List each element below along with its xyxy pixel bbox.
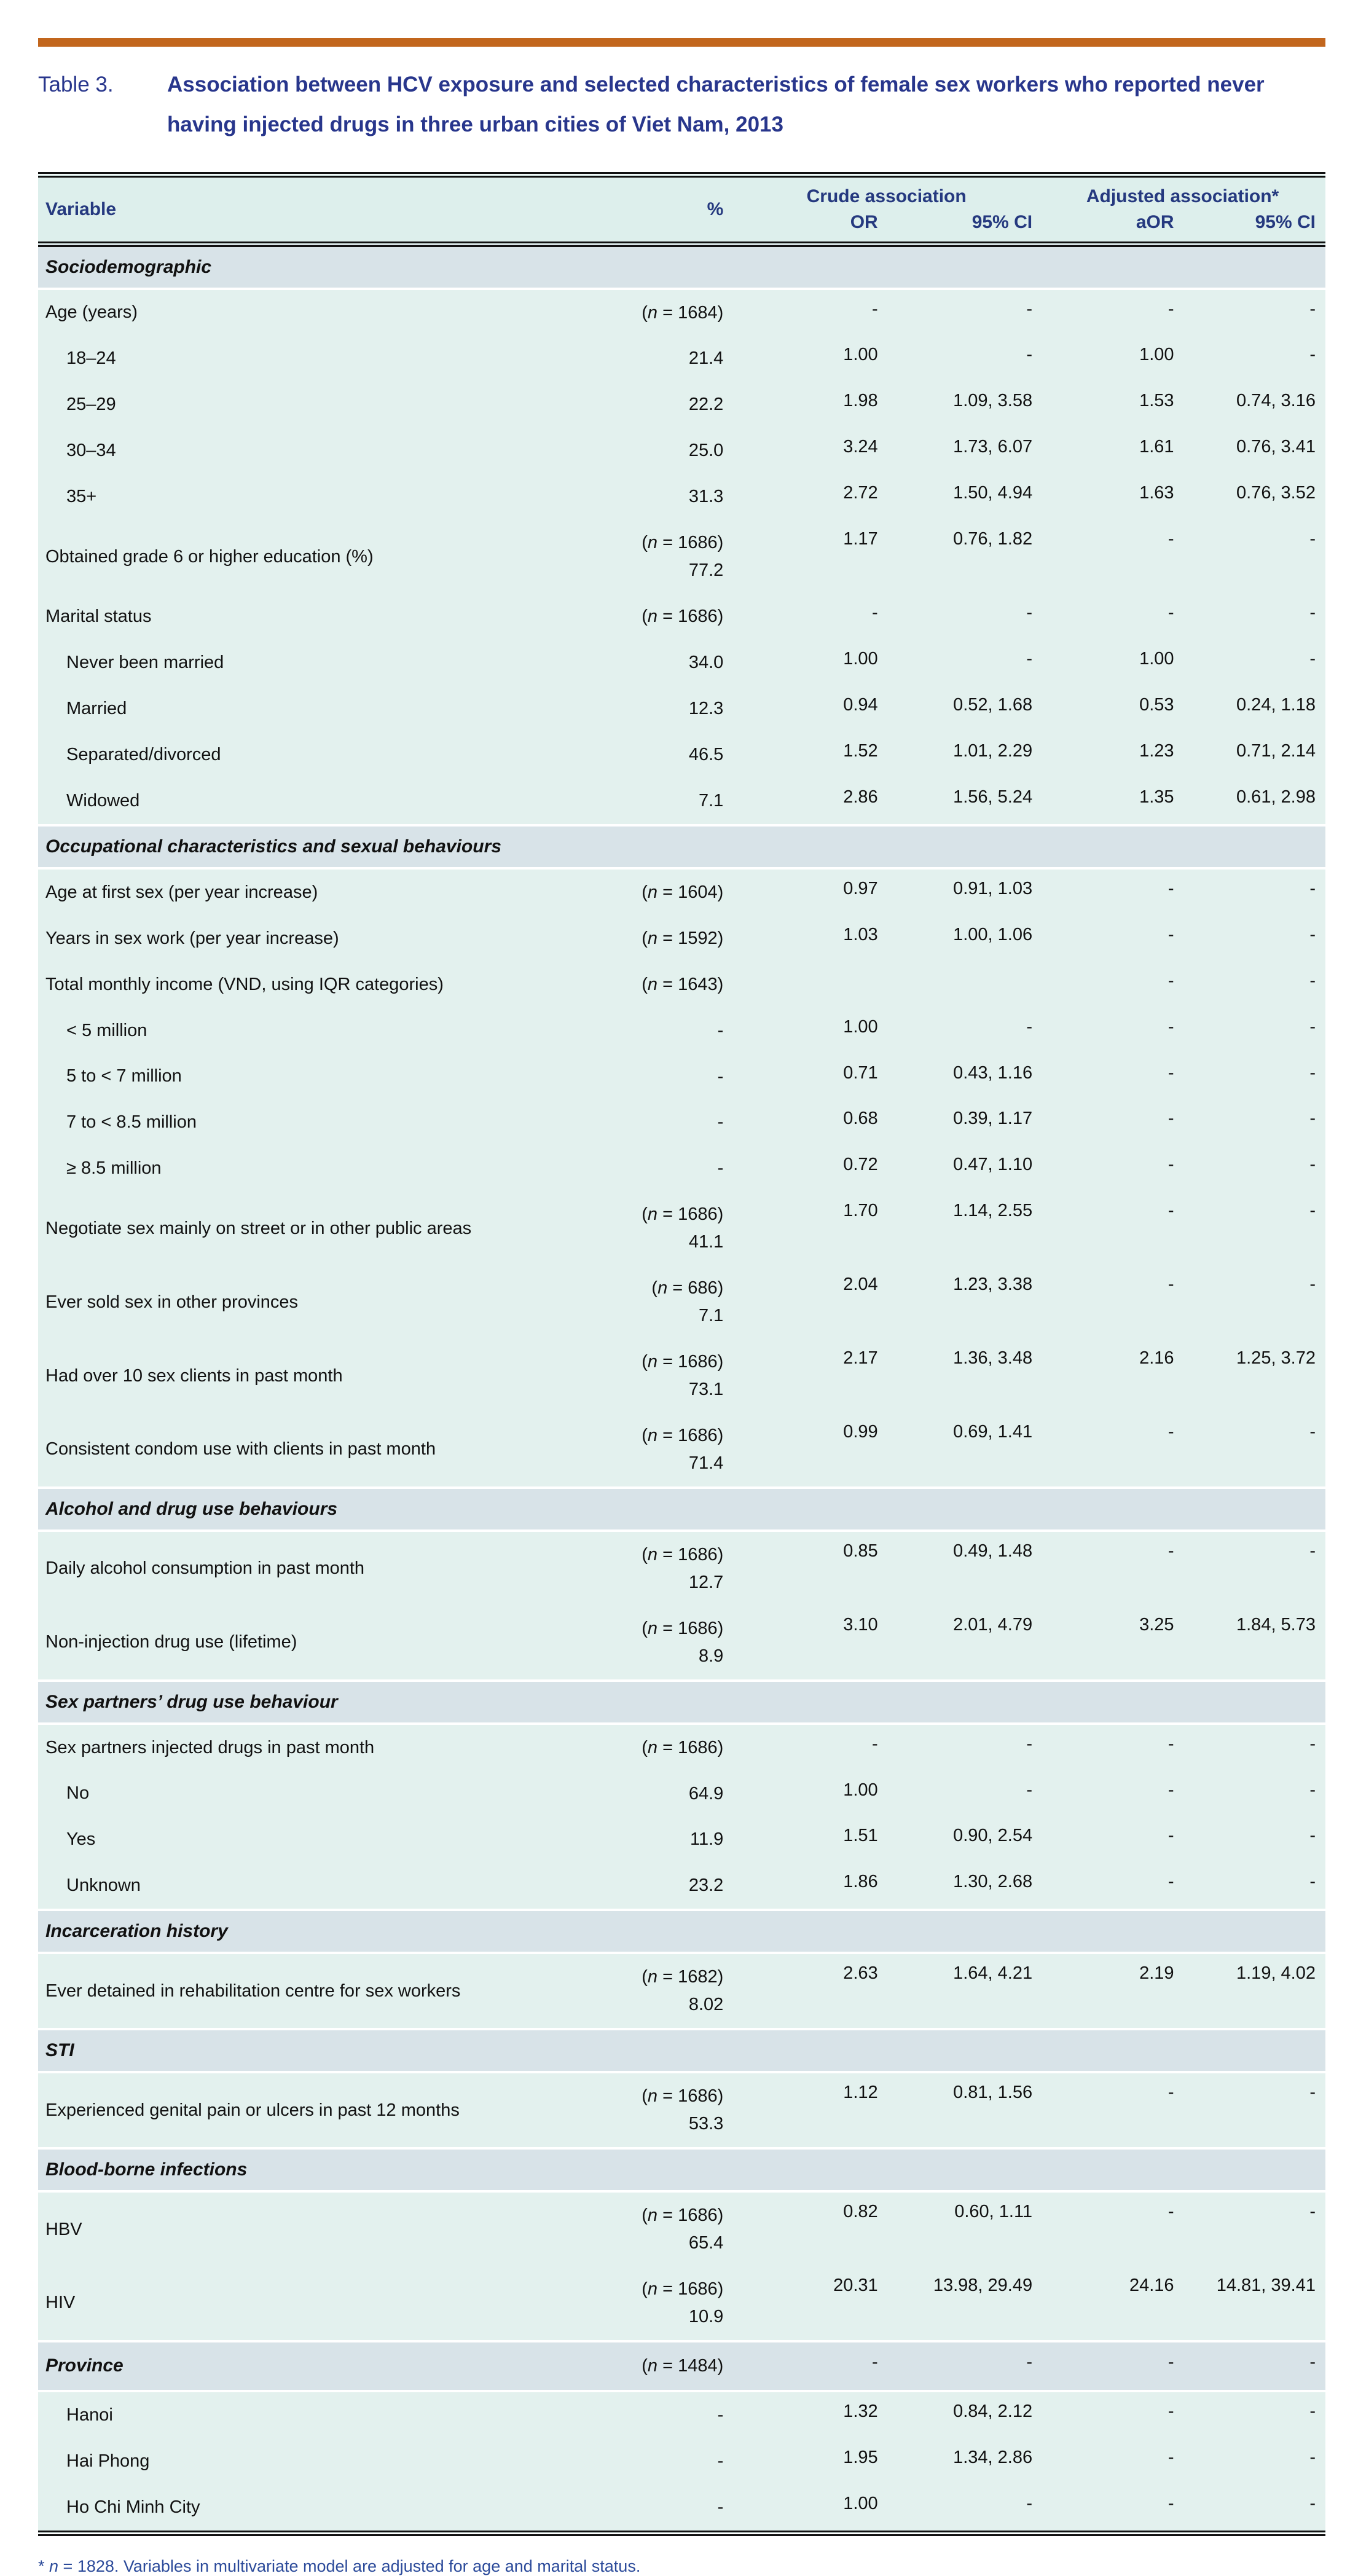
cell-or: 1.00: [733, 640, 887, 686]
cell-or: 1.00: [733, 1008, 887, 1054]
cell-ci: 0.90, 2.54: [888, 1816, 1042, 1863]
table-row: [38, 474, 1325, 520]
cell-aci: -: [1184, 1724, 1325, 1771]
cell-aci: -: [1184, 962, 1325, 1008]
cell-ci: 0.43, 1.16: [888, 1054, 1042, 1100]
table-row: [38, 1771, 1325, 1817]
cell-ci: 1.00, 1.06: [888, 916, 1042, 962]
cell-aor: 2.19: [1042, 1953, 1183, 2029]
cell-aor: 1.63: [1042, 474, 1183, 520]
cell-percent: (n = 1484): [527, 2341, 733, 2391]
cell-or: 2.63: [733, 1953, 887, 2029]
cell-percent: 25.0: [527, 428, 733, 474]
row-label: Obtained grade 6 or higher education (%): [38, 520, 527, 594]
table-row: [38, 686, 1325, 732]
column-group-adjusted: Adjusted association*: [1042, 175, 1325, 210]
section-row: [38, 244, 1325, 289]
cell-or: 0.72: [733, 1145, 887, 1192]
cell-or: 1.98: [733, 382, 887, 428]
cell-percent: 34.0: [527, 640, 733, 686]
cell-aor: -: [1042, 289, 1183, 336]
cell-aci: 14.81, 39.41: [1184, 2266, 1325, 2341]
cell-ci: 1.50, 4.94: [888, 474, 1042, 520]
cell-ci: 1.64, 4.21: [888, 1953, 1042, 2029]
table-row: [38, 1192, 1325, 1265]
row-label: HBV: [38, 2191, 527, 2266]
section-row: [38, 1488, 1325, 1531]
cell-ci: -: [888, 2341, 1042, 2391]
cell-or: 0.82: [733, 2191, 887, 2266]
cell-percent: (n = 1686) 77.2: [527, 520, 733, 594]
cell-ci: 1.23, 3.38: [888, 1265, 1042, 1339]
column-header-aor: aOR: [1042, 210, 1183, 245]
section-row: [38, 825, 1325, 868]
table-row: [38, 916, 1325, 962]
cell-aor: -: [1042, 1054, 1183, 1100]
cell-aci: -: [1184, 1863, 1325, 1910]
row-label: Total monthly income (VND, using IQR categories): [38, 962, 527, 1008]
cell-percent: 12.3: [527, 686, 733, 732]
row-label: 35+: [38, 474, 527, 520]
cell-aor: -: [1042, 2484, 1183, 2533]
cell-aor: -: [1042, 1413, 1183, 1488]
cell-percent: 23.2: [527, 1863, 733, 1910]
cell-or: 1.00: [733, 336, 887, 382]
cell-aor: 1.53: [1042, 382, 1183, 428]
cell-aci: -: [1184, 2072, 1325, 2148]
row-label: Experienced genital pain or ulcers in past 12 months: [38, 2072, 527, 2148]
row-label: Marital status: [38, 594, 527, 640]
cell-aor: -: [1042, 1192, 1183, 1265]
row-label: Married: [38, 686, 527, 732]
cell-or: 1.86: [733, 1863, 887, 1910]
section-row: [38, 2341, 1325, 2391]
row-label: ≥ 8.5 million: [38, 1145, 527, 1192]
cell-aor: 1.35: [1042, 778, 1183, 825]
cell-ci: 0.76, 1.82: [888, 520, 1042, 594]
table-footnote: [38, 2557, 1325, 2576]
table-row: [38, 1531, 1325, 1606]
cell-ci: -: [888, 1724, 1042, 1771]
cell-or: [733, 962, 887, 1008]
row-label: 30–34: [38, 428, 527, 474]
cell-aor: -: [1042, 1771, 1183, 1817]
table-row: [38, 732, 1325, 778]
cell-ci: 0.47, 1.10: [888, 1145, 1042, 1192]
row-label: Non-injection drug use (lifetime): [38, 1606, 527, 1681]
cell-aor: -: [1042, 1099, 1183, 1145]
table-row: [38, 1724, 1325, 1771]
row-label: Hanoi: [38, 2391, 527, 2438]
cell-or: 2.04: [733, 1265, 887, 1339]
column-header-percent: %: [527, 175, 733, 244]
cell-aci: -: [1184, 1008, 1325, 1054]
row-label: Sex partners’ drug use behaviour: [38, 1681, 1325, 1724]
cell-percent: (n = 1684): [527, 289, 733, 336]
cell-aci: -: [1184, 916, 1325, 962]
row-label: Age (years): [38, 289, 527, 336]
cell-aci: 0.76, 3.52: [1184, 474, 1325, 520]
cell-or: 1.51: [733, 1816, 887, 1863]
cell-or: 1.17: [733, 520, 887, 594]
cell-percent: -: [527, 2391, 733, 2438]
table-row: [38, 2438, 1325, 2484]
cell-or: 20.31: [733, 2266, 887, 2341]
cell-percent: 21.4: [527, 336, 733, 382]
column-header-variable: Variable: [38, 175, 527, 244]
cell-aci: -: [1184, 594, 1325, 640]
cell-ci: 0.39, 1.17: [888, 1099, 1042, 1145]
cell-aci: -: [1184, 1531, 1325, 1606]
table-row: [38, 1265, 1325, 1339]
cell-percent: 7.1: [527, 778, 733, 825]
cell-ci: -: [888, 289, 1042, 336]
cell-or: -: [733, 594, 887, 640]
cell-or: 1.12: [733, 2072, 887, 2148]
cell-aci: -: [1184, 1099, 1325, 1145]
row-label: Separated/divorced: [38, 732, 527, 778]
table-row: [38, 2484, 1325, 2533]
cell-percent: -: [527, 2438, 733, 2484]
footnote-n-symbol: n: [49, 2556, 59, 2575]
cell-ci: 1.09, 3.58: [888, 382, 1042, 428]
table-row: [38, 1099, 1325, 1145]
cell-percent: -: [527, 1145, 733, 1192]
cell-or: 0.85: [733, 1531, 887, 1606]
cell-aci: -: [1184, 520, 1325, 594]
cell-aor: -: [1042, 2341, 1183, 2391]
table-row: [38, 1339, 1325, 1413]
cell-or: 0.68: [733, 1099, 887, 1145]
table-row: [38, 1145, 1325, 1192]
cell-ci: 1.01, 2.29: [888, 732, 1042, 778]
cell-percent: -: [527, 2484, 733, 2533]
row-label: Hai Phong: [38, 2438, 527, 2484]
cell-percent: (n = 1592): [527, 916, 733, 962]
cell-ci: 0.81, 1.56: [888, 2072, 1042, 2148]
cell-aci: 0.61, 2.98: [1184, 778, 1325, 825]
row-label: Province: [38, 2341, 527, 2391]
cell-aci: -: [1184, 868, 1325, 916]
row-label: STI: [38, 2029, 1325, 2072]
cell-or: 1.32: [733, 2391, 887, 2438]
cell-ci: 0.69, 1.41: [888, 1413, 1042, 1488]
cell-aci: -: [1184, 1192, 1325, 1265]
cell-aor: -: [1042, 962, 1183, 1008]
row-label: Alcohol and drug use behaviours: [38, 1488, 1325, 1531]
cell-aci: -: [1184, 1816, 1325, 1863]
cell-or: 1.52: [733, 732, 887, 778]
cell-percent: (n = 686) 7.1: [527, 1265, 733, 1339]
cell-ci: -: [888, 336, 1042, 382]
cell-or: 3.24: [733, 428, 887, 474]
column-group-crude: Crude association: [733, 175, 1042, 210]
cell-or: 0.99: [733, 1413, 887, 1488]
cell-aor: 2.16: [1042, 1339, 1183, 1413]
cell-ci: 0.49, 1.48: [888, 1531, 1042, 1606]
cell-ci: 1.30, 2.68: [888, 1863, 1042, 1910]
table-row: [38, 2391, 1325, 2438]
cell-aci: 0.71, 2.14: [1184, 732, 1325, 778]
row-label: Had over 10 sex clients in past month: [38, 1339, 527, 1413]
cell-aci: 0.74, 3.16: [1184, 382, 1325, 428]
cell-ci: -: [888, 594, 1042, 640]
cell-ci: 1.73, 6.07: [888, 428, 1042, 474]
row-label: Sociodemographic: [38, 244, 1325, 289]
cell-ci: -: [888, 2484, 1042, 2533]
table-row: [38, 1816, 1325, 1863]
cell-ci: -: [888, 640, 1042, 686]
cell-aci: -: [1184, 2191, 1325, 2266]
cell-aci: -: [1184, 2438, 1325, 2484]
table-row: [38, 868, 1325, 916]
cell-ci: 1.56, 5.24: [888, 778, 1042, 825]
cell-or: 0.94: [733, 686, 887, 732]
column-header-aci: 95% CI: [1184, 210, 1325, 245]
cell-aor: -: [1042, 2391, 1183, 2438]
column-header-ci: 95% CI: [888, 210, 1042, 245]
cell-percent: 31.3: [527, 474, 733, 520]
cell-aci: -: [1184, 1054, 1325, 1100]
accent-rule: [38, 38, 1325, 47]
cell-aci: -: [1184, 1413, 1325, 1488]
cell-aci: -: [1184, 2391, 1325, 2438]
cell-aci: -: [1184, 1771, 1325, 1817]
cell-aci: -: [1184, 2341, 1325, 2391]
cell-ci: 2.01, 4.79: [888, 1606, 1042, 1681]
cell-aor: 1.23: [1042, 732, 1183, 778]
row-label: Yes: [38, 1816, 527, 1863]
row-label: 7 to < 8.5 million: [38, 1099, 527, 1145]
section-row: [38, 1681, 1325, 1724]
cell-or: 3.10: [733, 1606, 887, 1681]
cell-percent: (n = 1686) 41.1: [527, 1192, 733, 1265]
cell-aor: 1.00: [1042, 640, 1183, 686]
cell-percent: -: [527, 1054, 733, 1100]
cell-or: 0.97: [733, 868, 887, 916]
cell-aor: -: [1042, 2072, 1183, 2148]
cell-aor: 0.53: [1042, 686, 1183, 732]
table-title: [38, 65, 1325, 145]
cell-aor: -: [1042, 1816, 1183, 1863]
table-row: [38, 594, 1325, 640]
cell-ci: -: [888, 1008, 1042, 1054]
row-label: Occupational characteristics and sexual behaviours: [38, 825, 1325, 868]
section-row: [38, 1910, 1325, 1953]
row-label: < 5 million: [38, 1008, 527, 1054]
cell-ci: 1.34, 2.86: [888, 2438, 1042, 2484]
cell-or: 1.95: [733, 2438, 887, 2484]
cell-or: 1.00: [733, 2484, 887, 2533]
cell-or: 1.00: [733, 1771, 887, 1817]
cell-or: 1.70: [733, 1192, 887, 1265]
cell-percent: (n = 1686) 10.9: [527, 2266, 733, 2341]
table-row: [38, 2072, 1325, 2148]
row-label: Widowed: [38, 778, 527, 825]
cell-aor: -: [1042, 868, 1183, 916]
row-label: Blood-borne infections: [38, 2148, 1325, 2191]
cell-ci: -: [888, 1771, 1042, 1817]
row-label: Age at first sex (per year increase): [38, 868, 527, 916]
row-label: Consistent condom use with clients in past month: [38, 1413, 527, 1488]
cell-percent: (n = 1686) 53.3: [527, 2072, 733, 2148]
cell-percent: (n = 1686) 8.9: [527, 1606, 733, 1681]
table-row: [38, 520, 1325, 594]
cell-or: -: [733, 289, 887, 336]
cell-ci: [888, 962, 1042, 1008]
cell-aci: -: [1184, 1265, 1325, 1339]
section-row: [38, 2148, 1325, 2191]
cell-percent: (n = 1604): [527, 868, 733, 916]
table-row: [38, 778, 1325, 825]
cell-percent: 64.9: [527, 1771, 733, 1817]
cell-percent: (n = 1686): [527, 594, 733, 640]
cell-aci: -: [1184, 289, 1325, 336]
cell-ci: 13.98, 29.49: [888, 2266, 1042, 2341]
cell-percent: 11.9: [527, 1816, 733, 1863]
cell-aci: 0.24, 1.18: [1184, 686, 1325, 732]
table-row: [38, 1054, 1325, 1100]
cell-aci: 1.25, 3.72: [1184, 1339, 1325, 1413]
table-row: [38, 2191, 1325, 2266]
table-header: [38, 175, 1325, 244]
page-title: Association between HCV exposure and selected characteristics of female sex workers who reported never having injected drugs in three urban cities of Viet Nam, 2013: [167, 73, 1265, 136]
table-row: [38, 428, 1325, 474]
cell-aor: -: [1042, 2191, 1183, 2266]
cell-aci: 0.76, 3.41: [1184, 428, 1325, 474]
cell-ci: 1.36, 3.48: [888, 1339, 1042, 1413]
table-number: Table 3.: [38, 73, 114, 96]
cell-aor: 24.16: [1042, 2266, 1183, 2341]
table-row: [38, 1953, 1325, 2029]
cell-or: 2.72: [733, 474, 887, 520]
footnote-text: = 1828. Variables in multivariate model are adjusted for age and marital status.: [58, 2556, 641, 2575]
cell-percent: (n = 1686) 65.4: [527, 2191, 733, 2266]
cell-ci: 0.52, 1.68: [888, 686, 1042, 732]
row-label: Unknown: [38, 1863, 527, 1910]
row-label: Never been married: [38, 640, 527, 686]
row-label: Daily alcohol consumption in past month: [38, 1531, 527, 1606]
cell-or: 0.71: [733, 1054, 887, 1100]
row-label: Negotiate sex mainly on street or in other public areas: [38, 1192, 527, 1265]
cell-aci: -: [1184, 1145, 1325, 1192]
table-row: [38, 640, 1325, 686]
cell-percent: -: [527, 1099, 733, 1145]
row-label: 25–29: [38, 382, 527, 428]
table-row: [38, 1008, 1325, 1054]
table-body: [38, 244, 1325, 2533]
cell-aci: 1.84, 5.73: [1184, 1606, 1325, 1681]
cell-percent: (n = 1643): [527, 962, 733, 1008]
cell-aor: -: [1042, 916, 1183, 962]
cell-aor: -: [1042, 1008, 1183, 1054]
cell-percent: -: [527, 1008, 733, 1054]
cell-percent: (n = 1686) 73.1: [527, 1339, 733, 1413]
cell-aor: -: [1042, 1531, 1183, 1606]
cell-aor: -: [1042, 2438, 1183, 2484]
table-row: [38, 289, 1325, 336]
cell-aor: -: [1042, 520, 1183, 594]
row-label: Ho Chi Minh City: [38, 2484, 527, 2533]
cell-aor: 1.00: [1042, 336, 1183, 382]
row-label: Incarceration history: [38, 1910, 1325, 1953]
cell-aor: -: [1042, 594, 1183, 640]
cell-aor: -: [1042, 1724, 1183, 1771]
row-label: Ever sold sex in other provinces: [38, 1265, 527, 1339]
cell-or: 1.03: [733, 916, 887, 962]
cell-percent: (n = 1686) 12.7: [527, 1531, 733, 1606]
row-label: 5 to < 7 million: [38, 1054, 527, 1100]
cell-or: -: [733, 2341, 887, 2391]
cell-aor: -: [1042, 1863, 1183, 1910]
cell-aor: 3.25: [1042, 1606, 1183, 1681]
cell-aor: 1.61: [1042, 428, 1183, 474]
row-label: Ever detained in rehabilitation centre for sex workers: [38, 1953, 527, 2029]
table-row: [38, 1606, 1325, 1681]
row-label: No: [38, 1771, 527, 1817]
column-header-or: OR: [733, 210, 887, 245]
cell-ci: 0.84, 2.12: [888, 2391, 1042, 2438]
cell-percent: 46.5: [527, 732, 733, 778]
cell-or: 2.17: [733, 1339, 887, 1413]
row-label: Sex partners injected drugs in past month: [38, 1724, 527, 1771]
cell-aor: -: [1042, 1265, 1183, 1339]
cell-aci: -: [1184, 640, 1325, 686]
cell-or: 2.86: [733, 778, 887, 825]
cell-aor: -: [1042, 1145, 1183, 1192]
table-row: [38, 382, 1325, 428]
cell-percent: (n = 1686): [527, 1724, 733, 1771]
cell-ci: 0.60, 1.11: [888, 2191, 1042, 2266]
cell-percent: (n = 1682) 8.02: [527, 1953, 733, 2029]
row-label: 18–24: [38, 336, 527, 382]
cell-ci: 1.14, 2.55: [888, 1192, 1042, 1265]
table-row: [38, 1413, 1325, 1488]
table-row: [38, 962, 1325, 1008]
cell-percent: (n = 1686) 71.4: [527, 1413, 733, 1488]
footnote-star: *: [38, 2556, 50, 2575]
cell-aci: 1.19, 4.02: [1184, 1953, 1325, 2029]
cell-ci: 0.91, 1.03: [888, 868, 1042, 916]
cell-aci: -: [1184, 2484, 1325, 2533]
table-row: [38, 336, 1325, 382]
row-label: Years in sex work (per year increase): [38, 916, 527, 962]
table-row: [38, 2266, 1325, 2341]
cell-percent: 22.2: [527, 382, 733, 428]
row-label: HIV: [38, 2266, 527, 2341]
table-row: [38, 1863, 1325, 1910]
cell-aci: -: [1184, 336, 1325, 382]
section-row: [38, 2029, 1325, 2072]
cell-or: -: [733, 1724, 887, 1771]
association-table: [38, 172, 1325, 2536]
